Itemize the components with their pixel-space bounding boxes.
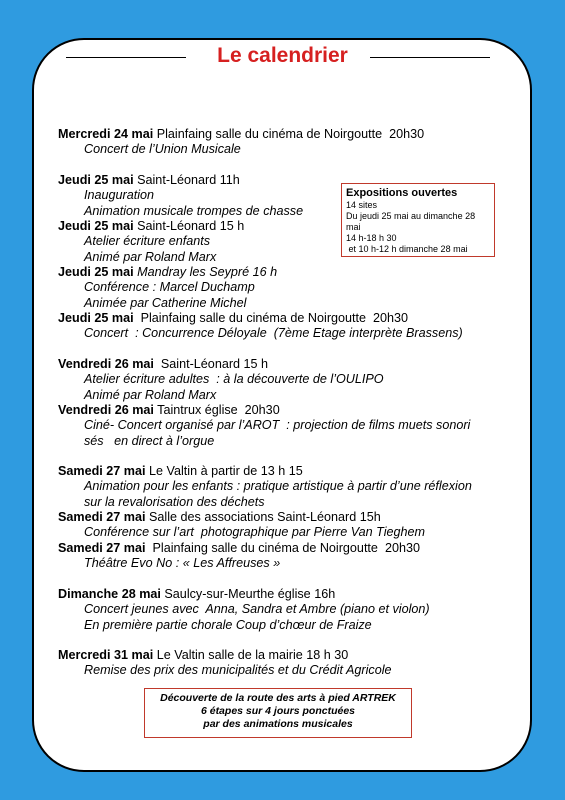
exhibitions-line: 14 sites [346,200,378,210]
event-detail: Atelier écriture enfants [84,234,210,249]
event-date: Jeudi 25 mai [58,265,134,279]
event-detail: Atelier écriture adultes : à la découverte de l’OULIPO [84,372,384,387]
event-heading [58,127,424,142]
event-detail: sés en direct à l’orgue [84,433,215,448]
note-line: 6 étapes sur 4 jours ponctuées [200,705,356,717]
event-place: Saint-Léonard 15 h [133,219,245,233]
event-place: Le Valtin salle de la mairie 18 h 30 [153,648,349,662]
event-heading [58,265,277,280]
page-title: Le calendrier [217,44,348,67]
event-heading [58,510,381,525]
event-date: Mercredi 24 mai [58,127,154,141]
event-date: Samedi 27 mai [58,510,146,524]
note-line: Découverte de la route des arts à pied ARTREK [160,692,396,704]
exhibitions-line: et 10 h-12 h dimanche 28 mai [346,244,468,254]
event-detail: sur la revalorisation des déchets [84,494,265,509]
event-date: Vendredi 26 mai [58,357,154,371]
event-place: Saint-Léonard 15 h [153,357,269,371]
event-date: Mercredi 31 mai [58,648,154,662]
note-line: par des animations musicales [203,718,353,730]
exhibitions-line: mai [346,222,361,232]
event-heading [58,173,240,188]
event-date: Jeudi 25 mai [58,219,134,233]
event-detail: Conférence : Marcel Duchamp [84,280,255,295]
event-date: Samedi 27 mai [58,464,146,478]
event-detail: Animée par Catherine Michel [84,295,247,310]
exhibitions-line: Du jeudi 25 mai au dimanche 28 [346,211,476,221]
event-detail: Animation musicale trompes de chasse [84,203,304,218]
event-place: Saulcy-sur-Meurthe église 16h [160,587,336,601]
event-place: Le Valtin à partir de 13 h 15 [145,464,303,478]
event-detail: Ciné- Concert organisé par l’AROT : projection de films muets sonori [84,418,471,433]
exhibitions-line: 14 h-18 h 30 [346,233,397,243]
event-heading [58,464,303,479]
event-detail: Animé par Roland Marx [84,249,217,264]
event-heading [58,648,348,663]
event-detail: Concert de l’Union Musicale [84,142,241,157]
event-date: Jeudi 25 mai [58,311,134,325]
event-place: Taintrux église 20h30 [153,403,280,417]
event-place: Salle des associations Saint-Léonard 15h [145,510,381,524]
event-heading [58,357,268,372]
event-heading [58,219,244,234]
event-detail: Conférence sur l’art photographique par Pierre Van Tieghem [84,525,426,540]
event-place: Saint-Léonard 11h [133,173,240,187]
exhibitions-heading: Expositions ouvertes [346,187,458,199]
event-detail: Animation pour les enfants : pratique artistique à partir d’une réflexion [84,479,472,494]
event-detail: En première partie chorale Coup d’chœur de Fraize [84,617,372,632]
event-date: Samedi 27 mai [58,541,146,555]
exhibitions-box [341,183,495,257]
event-detail: Théâtre Evo No : « Les Affreuses » [84,556,281,571]
event-place: Plainfaing salle du cinéma de Noirgoutte 20h30 [153,127,425,141]
event-date: Jeudi 25 mai [58,173,134,187]
event-heading [58,541,420,556]
event-place: Plainfaing salle du cinéma de Noirgoutte 20h30 [145,541,420,555]
event-heading [58,403,280,418]
event-date: Vendredi 26 mai [58,403,154,417]
event-place: Mandray les Seypré 16 h [133,265,278,279]
artrek-note [144,688,412,738]
event-date: Dimanche 28 mai [58,587,161,601]
event-place: Plainfaing salle du cinéma de Noirgoutte 20h30 [133,311,409,325]
event-detail: Animé par Roland Marx [84,387,217,402]
event-heading [58,311,408,326]
event-detail: Concert : Concurrence Déloyale (7ème Etage interprète Brassens) [84,326,463,341]
event-detail: Remise des prix des municipalités et du Crédit Agricole [84,663,392,678]
event-heading [58,587,335,602]
event-detail: Concert jeunes avec Anna, Sandra et Ambre (piano et violon) [84,602,430,617]
event-detail: Inauguration [84,188,155,203]
